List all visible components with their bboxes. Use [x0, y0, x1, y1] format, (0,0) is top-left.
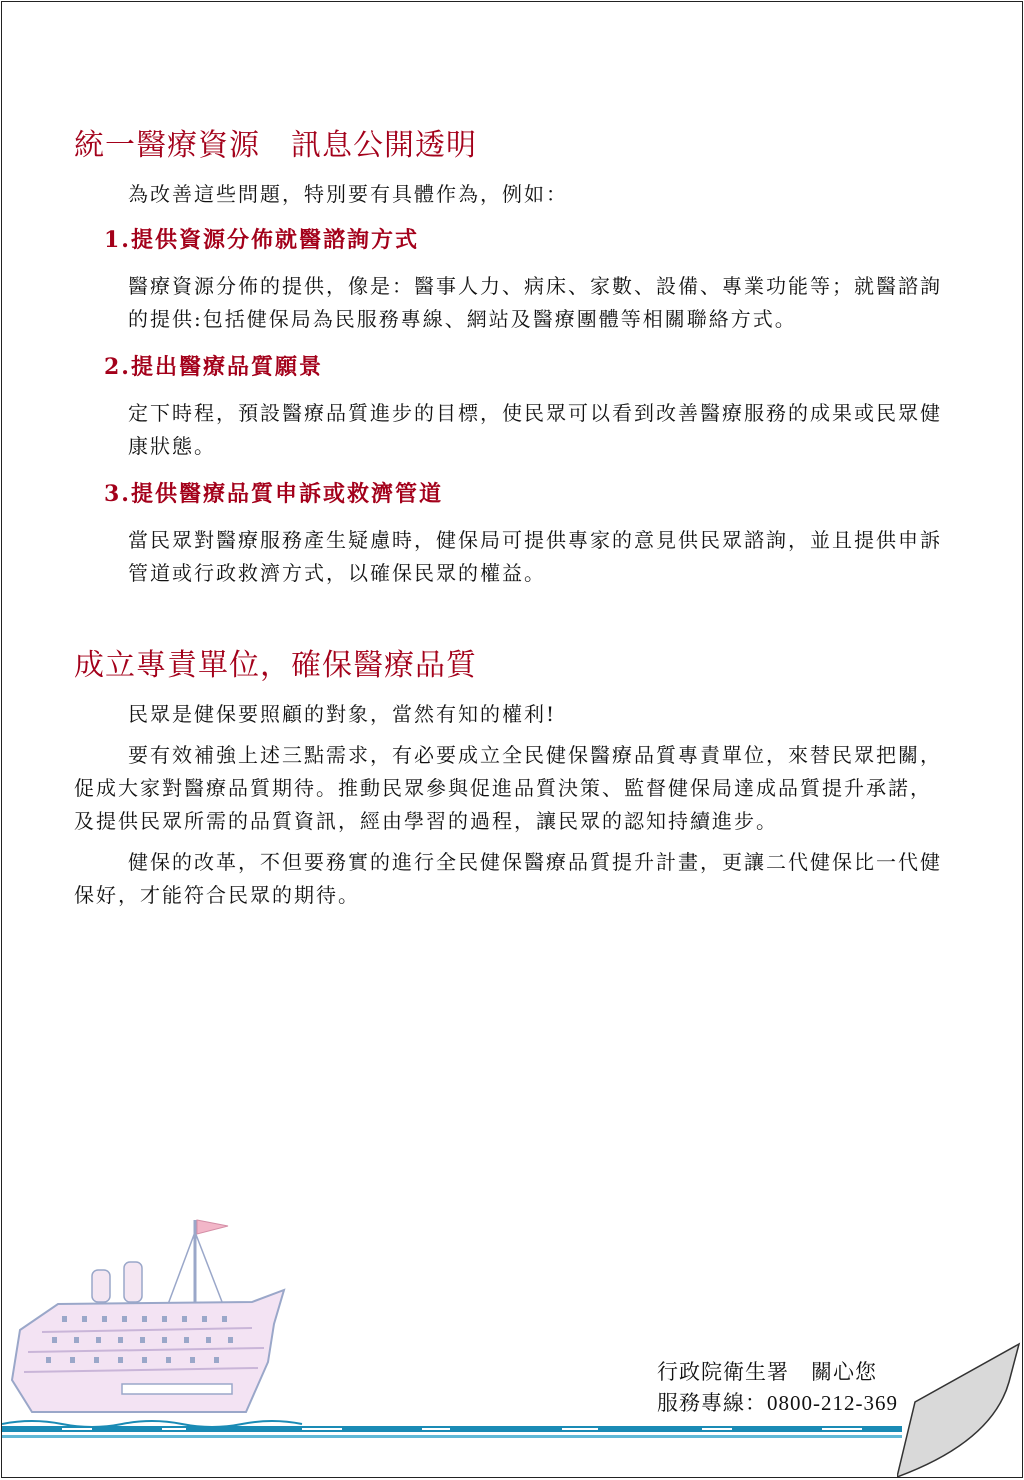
- section2-title: 成立專責單位，確保醫療品質: [74, 649, 477, 682]
- item2-body: 定下時程，預設醫療品質進步的目標，使民眾可以看到改善醫療服務的成果或民眾健康狀態。: [128, 401, 942, 458]
- item3-heading: 3.提供醫療品質申訴或救濟管道: [104, 481, 443, 507]
- main-content: [74, 120, 950, 912]
- funnel-icon: [124, 1262, 142, 1302]
- water-line: [2, 1418, 907, 1448]
- footer-org: 行政院衛生署 關心您: [657, 1360, 877, 1384]
- footer-hotline: 服務專線：0800-212-369: [657, 1391, 898, 1415]
- section1-intro: 為改善這些問題，特別要有具體作為，例如：: [128, 182, 568, 206]
- funnel-icon: [92, 1270, 110, 1302]
- section2-paragraph: 健保的改革，不但要務實的進行全民健保醫療品質提升計畫，更讓二代健保比一代健保好，才能符合民眾的期待。: [74, 850, 942, 907]
- section2-paragraph: 要有效補強上述三點需求，有必要成立全民健保醫療品質專責單位，來替民眾把關，促成大家對醫療品質期待。推動民眾參與促進品質決策、監督健保局達成品質提升承諾，及提供民眾所需的品質資訊，經由學習的過程，讓民眾的認知持續進步。: [74, 743, 942, 833]
- footer-credit: [657, 1357, 898, 1419]
- item3-body: 當民眾對醫療服務產生疑慮時，健保局可提供專家的意見供民眾諮詢，並且提供申訴管道或行政救濟方式，以確保民眾的權益。: [128, 528, 942, 585]
- section2-paragraph: 民眾是健保要照顧的對象，當然有知的權利!: [128, 702, 557, 726]
- flag-icon: [197, 1220, 228, 1234]
- item1-body: 醫療資源分佈的提供，像是：醫事人力、病床、家數、設備、專業功能等；就醫諮詢的提供:包括健保局為民服務專線、網站及醫療團體等相關聯絡方式。: [128, 274, 942, 331]
- item2-heading: 2.提出醫療品質願景: [104, 354, 323, 380]
- page-curl-icon: [897, 1342, 1022, 1477]
- item1-heading: 1.提供資源分佈就醫諮詢方式: [104, 227, 419, 253]
- section1-title: 統一醫療資源 訊息公開透明: [74, 129, 477, 162]
- brochure-page: [1, 1, 1023, 1478]
- cruise-ship-illustration: [2, 1212, 332, 1427]
